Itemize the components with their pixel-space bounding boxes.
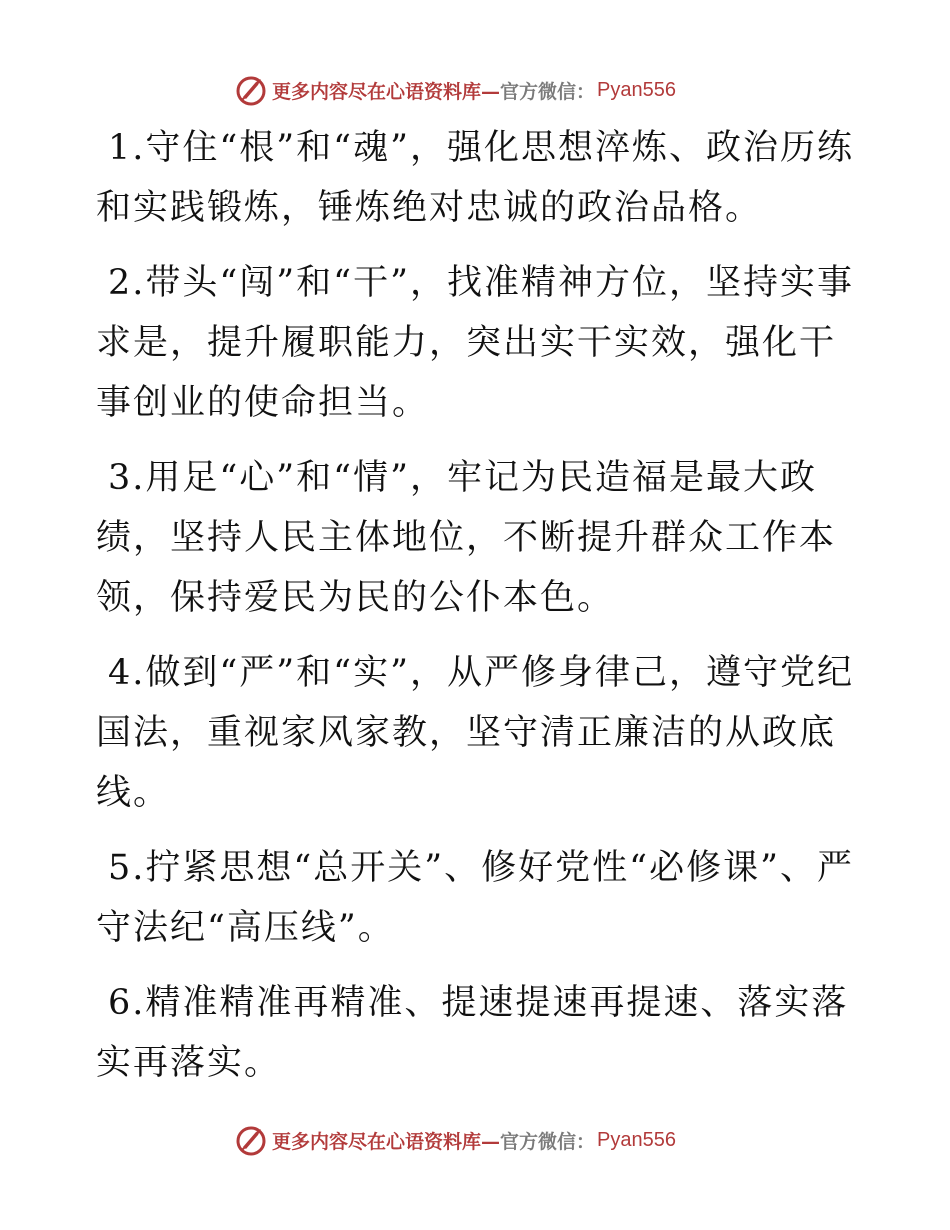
watermark-label-text: 官方微信： [500, 80, 596, 103]
list-item: 4.做到“严”和“实”，从严修身律己，遵守党纪国法，重视家风家教，坚守清正廉洁的从政底线。 [96, 653, 854, 813]
watermark-id-text: Pyan556 [597, 1128, 676, 1151]
document-body [96, 118, 856, 1108]
watermark-id-text: Pyan556 [597, 78, 676, 101]
list-item: 3.用足“心”和“情”，牢记为民造福是最大政绩，坚持人民主体地位，不断提升群众工作本领，保持爱民为民的公仆本色。 [96, 458, 837, 618]
watermark-main-text: 更多内容尽在心语资料库— [272, 1130, 501, 1153]
list-item: 6.精准精准再精准、提速提速再提速、落实落实再落实。 [96, 983, 849, 1083]
watermark-main-text: 更多内容尽在心语资料库— [272, 80, 501, 103]
watermark-label-text: 官方微信： [500, 1130, 596, 1153]
list-item: 1.守住“根”和“魂”，强化思想淬炼、政治历练和实践锻炼，锤炼绝对忠诚的政治品格。 [96, 128, 854, 228]
header-watermark [234, 72, 676, 108]
list-item: 2.带头“闯”和“干”，找准精神方位，坚持实事求是，提升履职能力，突出实干实效，强化干事创业的使命担当。 [96, 263, 854, 423]
quill-pen-circle-icon [234, 1123, 268, 1157]
footer-watermark [234, 1122, 676, 1158]
list-item: 5.拧紧思想“总开关”、修好党性“必修课”、严守法纪“高压线”。 [96, 848, 854, 948]
quill-pen-circle-icon [234, 73, 268, 107]
